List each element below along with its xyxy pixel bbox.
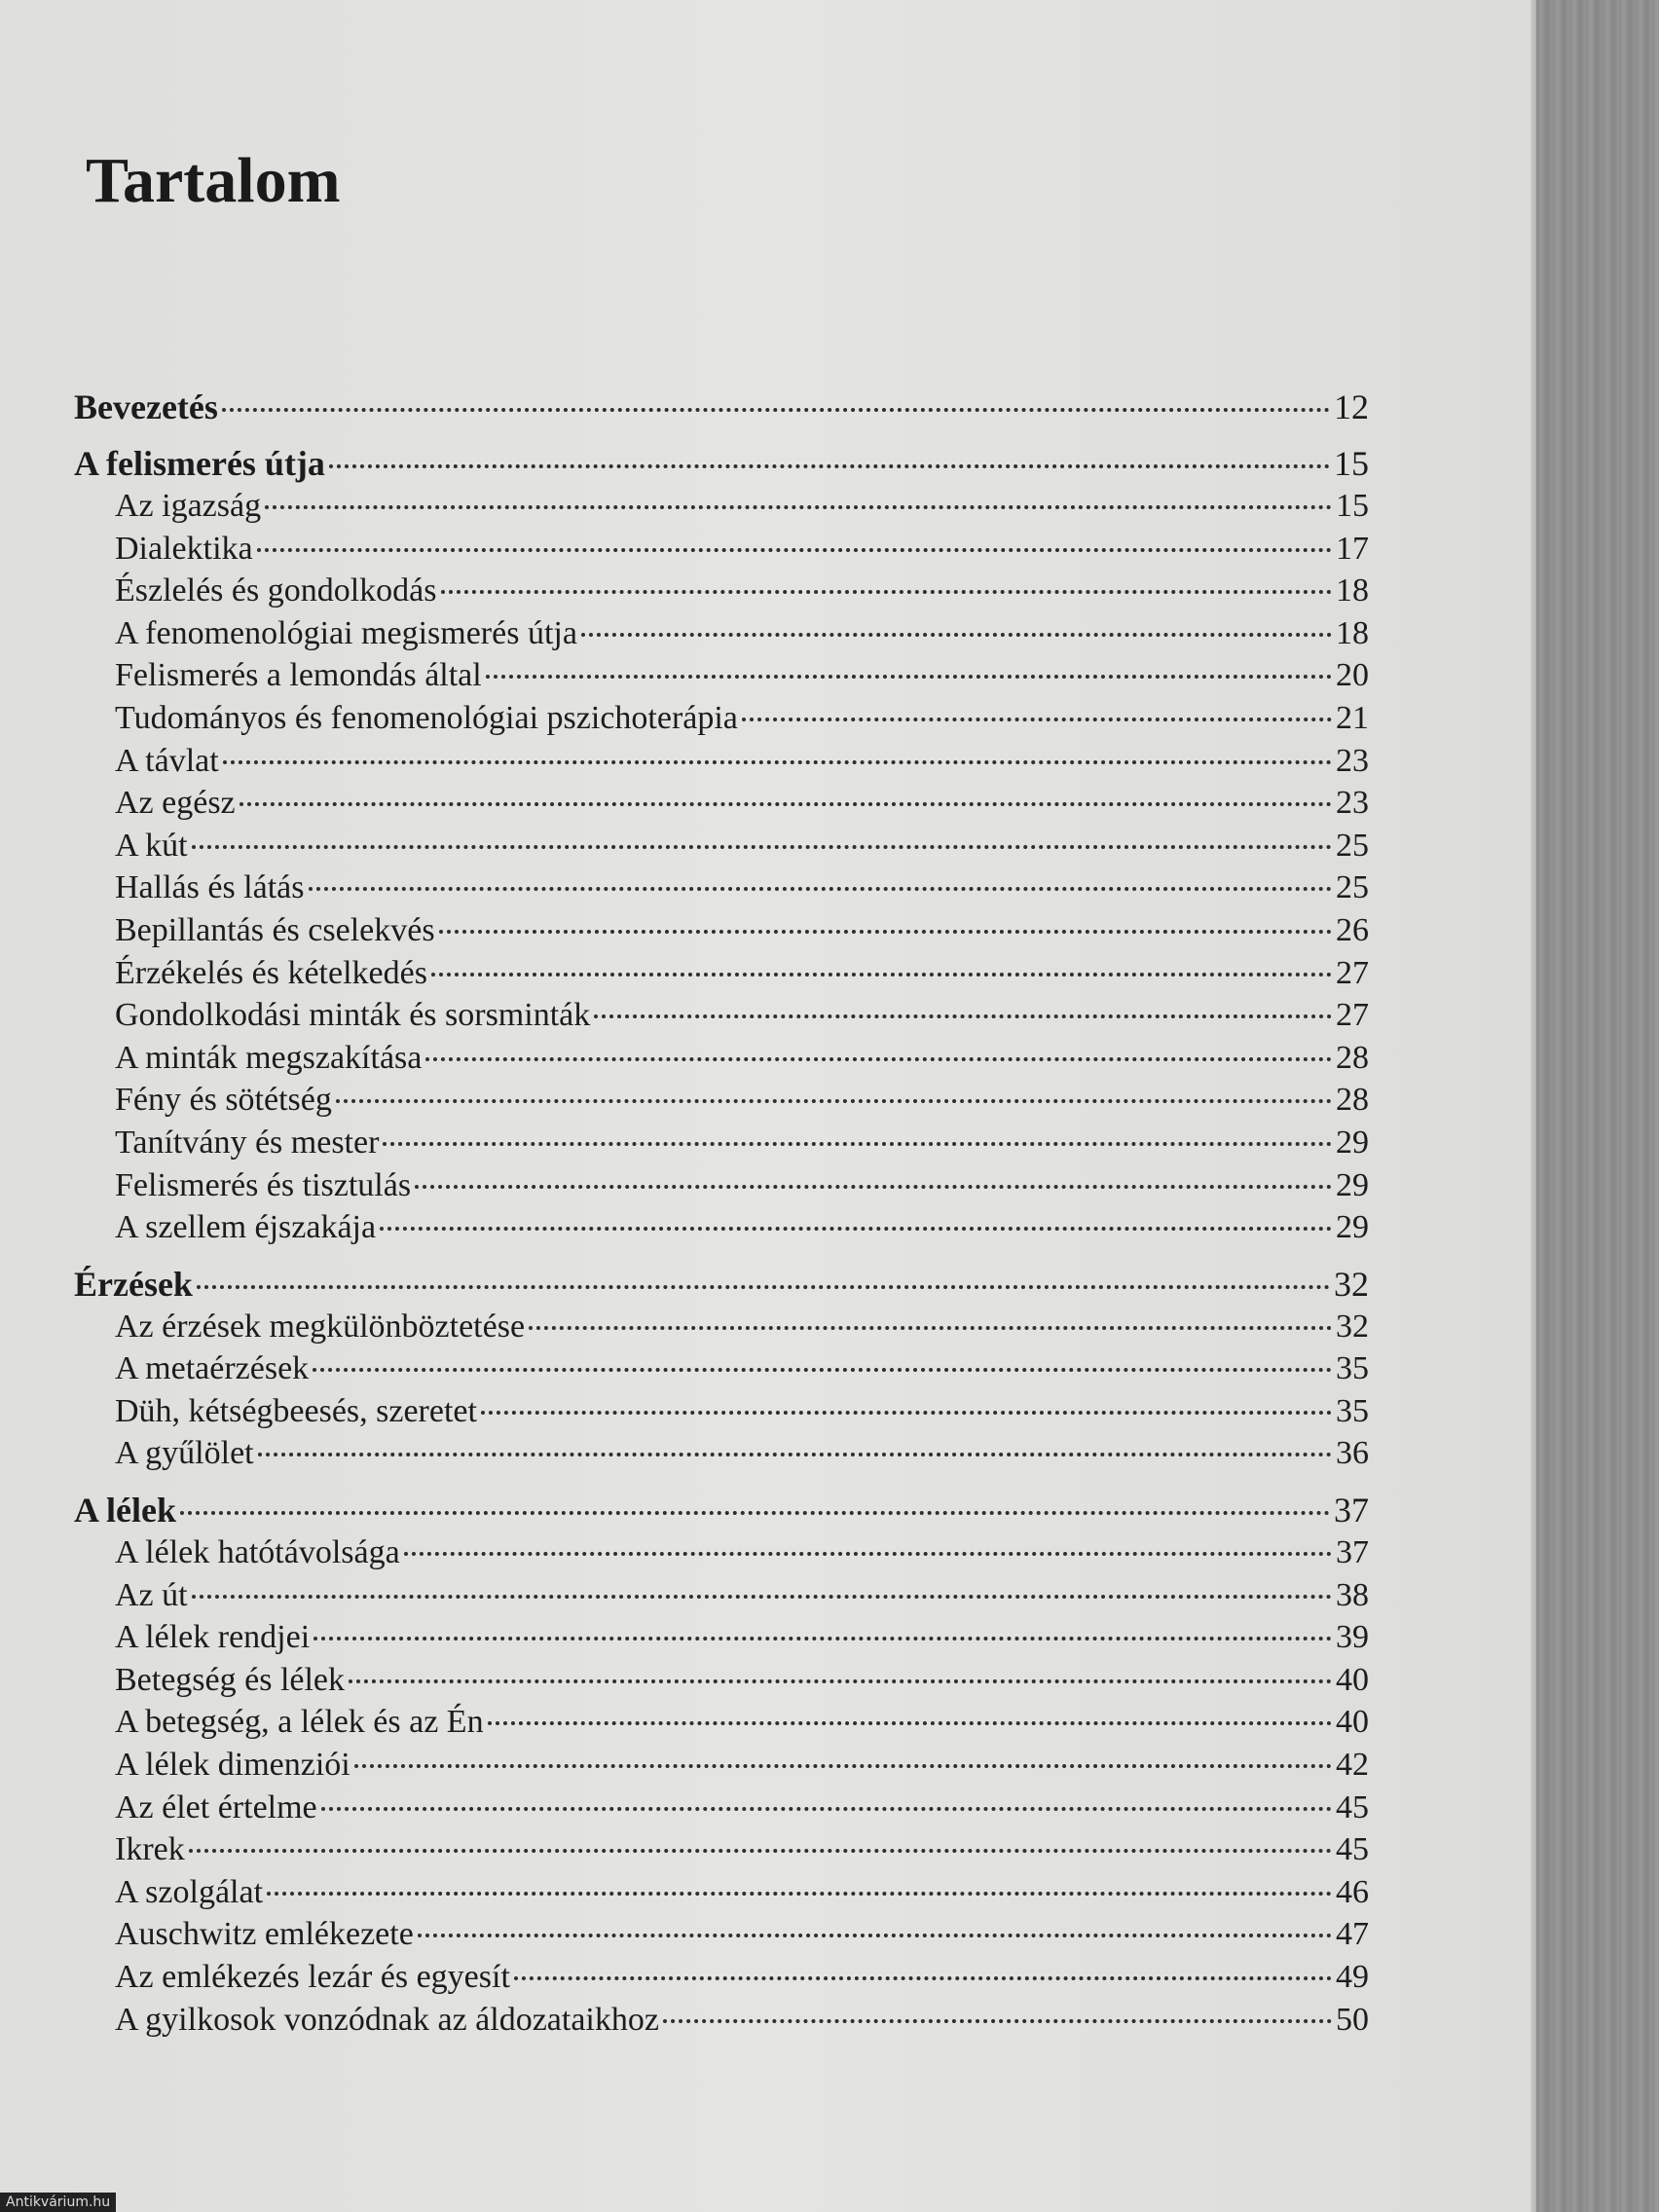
toc-entry-title: Az élet értelme — [115, 1788, 317, 1825]
toc-entry — [74, 1122, 1369, 1164]
dot-leader — [197, 1285, 1330, 1289]
toc-entry — [74, 1787, 1369, 1829]
toc-page-number: 26 — [1336, 911, 1369, 948]
dot-leader — [257, 548, 1332, 552]
toc-entry — [74, 1999, 1369, 2042]
toc-entry — [74, 528, 1369, 571]
dot-leader — [321, 1807, 1332, 1811]
dot-leader — [349, 1679, 1332, 1683]
toc-entry-title: Hallás és látás — [115, 869, 305, 906]
dot-leader — [380, 1227, 1332, 1231]
dot-leader — [383, 1142, 1332, 1146]
toc-section-title: Bevezetés — [74, 387, 218, 426]
toc-section — [74, 1489, 1369, 2041]
toc-entry-title: Tudományos és fenomenológiai pszichoterápia — [115, 699, 738, 736]
toc-entry — [74, 1079, 1369, 1122]
dot-leader — [192, 1595, 1332, 1599]
toc-page-number: 37 — [1334, 1491, 1369, 1530]
toc-section-heading — [74, 1489, 1369, 1531]
toc-section-title: A felismerés útja — [74, 444, 325, 483]
dot-leader — [425, 1057, 1332, 1061]
toc-entry — [74, 866, 1369, 909]
toc-entry-title: A távlat — [115, 742, 219, 779]
toc-page-number: 27 — [1336, 954, 1369, 991]
dot-leader — [418, 1934, 1332, 1937]
toc-entry-title: Az egész — [115, 785, 236, 822]
toc-section-title: Érzések — [74, 1264, 193, 1304]
toc-entry-title: Az út — [115, 1576, 188, 1613]
toc-entry-title: Auschwitz emlékezete — [115, 1916, 414, 1953]
toc-entry — [74, 1828, 1369, 1871]
toc-entry — [74, 1616, 1369, 1659]
toc-entry — [74, 697, 1369, 740]
toc-entry — [74, 1432, 1369, 1475]
toc-page-number: 25 — [1336, 827, 1369, 864]
dot-leader — [439, 930, 1332, 934]
dot-leader — [240, 802, 1332, 806]
toc-entry-title: A lélek hatótávolsága — [115, 1534, 400, 1571]
dot-leader — [415, 1185, 1332, 1189]
toc-entry-title: A lélek rendjei — [115, 1619, 311, 1656]
dot-leader — [488, 1721, 1332, 1725]
dot-leader — [594, 1014, 1332, 1018]
toc-entry-title: Fény és sötétség — [115, 1082, 332, 1119]
dot-leader — [313, 1368, 1332, 1372]
toc-entry-title: A szellem éjszakája — [115, 1209, 377, 1246]
toc-entry-title: Betegség és lélek — [115, 1661, 346, 1698]
toc-entry — [74, 1574, 1369, 1617]
toc-page-number: 42 — [1336, 1747, 1369, 1784]
toc-entry-title: Gondolkodási minták és sorsminták — [115, 997, 591, 1034]
toc-entry-title: Felismerés a lemondás által — [115, 657, 482, 694]
toc-entry-title: Érzékelés és kételkedés — [115, 954, 427, 991]
toc-page-number: 35 — [1336, 1350, 1369, 1387]
toc-entry — [74, 1347, 1369, 1390]
toc-page-number: 37 — [1336, 1534, 1369, 1571]
toc-entry — [74, 654, 1369, 697]
dot-leader — [529, 1326, 1332, 1330]
toc-entry — [74, 1390, 1369, 1433]
toc-page-number: 40 — [1336, 1661, 1369, 1698]
toc-entry — [74, 1531, 1369, 1574]
toc-section-heading — [74, 442, 1369, 485]
page-title: Tartalom — [86, 145, 341, 216]
toc-entry — [74, 1744, 1369, 1787]
toc-page-number: 29 — [1336, 1209, 1369, 1246]
toc-section-heading — [74, 386, 1369, 428]
toc-page-number: 35 — [1336, 1392, 1369, 1429]
toc-entry — [74, 782, 1369, 825]
toc-page-number: 46 — [1336, 1873, 1369, 1910]
toc-page-number: 47 — [1336, 1916, 1369, 1953]
dot-leader — [441, 590, 1333, 594]
dot-leader — [336, 1099, 1332, 1103]
toc-page-number: 23 — [1336, 742, 1369, 779]
toc-entry-title: Bepillantás és cselekvés — [115, 911, 435, 948]
toc-page-number: 18 — [1336, 572, 1369, 609]
toc-page-number: 29 — [1336, 1166, 1369, 1203]
toc-page-number: 32 — [1334, 1264, 1369, 1304]
toc-page-number: 40 — [1336, 1704, 1369, 1741]
background-surface — [1536, 0, 1659, 2212]
dot-leader — [223, 760, 1332, 764]
toc-page-number: 15 — [1336, 488, 1369, 524]
toc-section — [74, 386, 1369, 428]
toc-page-number: 27 — [1336, 997, 1369, 1034]
dot-leader — [265, 505, 1332, 509]
toc-entry-title: A fenomenológiai megismerés útja — [115, 614, 577, 651]
toc-entry-title: Az igazság — [115, 488, 262, 524]
dot-leader — [180, 1511, 1330, 1515]
toc-entry — [74, 1913, 1369, 1956]
dot-leader — [404, 1552, 1332, 1556]
table-of-contents — [74, 386, 1369, 2054]
toc-page-number: 45 — [1336, 1788, 1369, 1825]
toc-page-number: 25 — [1336, 869, 1369, 906]
dot-leader — [663, 2019, 1332, 2023]
toc-page-number: 38 — [1336, 1576, 1369, 1613]
dot-leader — [354, 1764, 1332, 1768]
dot-leader — [258, 1453, 1332, 1456]
toc-entry — [74, 952, 1369, 995]
dot-leader — [486, 675, 1332, 679]
toc-entry-title: A kút — [115, 827, 188, 864]
toc-page-number: 39 — [1336, 1619, 1369, 1656]
toc-entry-title: Tanítvány és mester — [115, 1124, 380, 1161]
toc-entry — [74, 1871, 1369, 1914]
dot-leader — [192, 845, 1332, 849]
toc-entry-title: Düh, kétségbeesés, szeretet — [115, 1392, 477, 1429]
toc-entry — [74, 1659, 1369, 1702]
toc-entry — [74, 994, 1369, 1037]
toc-page-number: 28 — [1336, 1082, 1369, 1119]
toc-entry-title: Az érzések megkülönböztetése — [115, 1308, 526, 1345]
toc-page-number: 23 — [1336, 785, 1369, 822]
toc-entry — [74, 1037, 1369, 1080]
toc-entry — [74, 1206, 1369, 1249]
toc-section-title: A lélek — [74, 1491, 176, 1530]
toc-section-heading — [74, 1263, 1369, 1306]
toc-page-number: 18 — [1336, 614, 1369, 651]
dot-leader — [581, 633, 1332, 637]
dot-leader — [481, 1411, 1332, 1415]
toc-entry — [74, 485, 1369, 528]
toc-page-number: 29 — [1336, 1124, 1369, 1161]
toc-page-number: 32 — [1336, 1308, 1369, 1345]
dot-leader — [189, 1849, 1332, 1853]
toc-page-number: 12 — [1334, 387, 1369, 426]
toc-entry-title: Ikrek — [115, 1831, 185, 1868]
toc-entry-title: Dialektika — [115, 530, 253, 567]
toc-entry-title: A szolgálat — [115, 1873, 264, 1910]
toc-entry-title: A gyűlölet — [115, 1435, 254, 1472]
toc-page-number: 49 — [1336, 1959, 1369, 1995]
dot-leader — [309, 887, 1333, 891]
toc-entry — [74, 570, 1369, 612]
toc-entry-title: A lélek dimenziói — [115, 1747, 350, 1784]
toc-page-number: 15 — [1334, 444, 1369, 483]
dot-leader — [329, 464, 1330, 468]
toc-section — [74, 1263, 1369, 1475]
toc-page-number: 36 — [1336, 1435, 1369, 1472]
toc-page-number: 21 — [1336, 699, 1369, 736]
toc-entry-title: Észlelés és gondolkodás — [115, 572, 437, 609]
toc-entry-title: A metaérzések — [115, 1350, 310, 1387]
toc-entry — [74, 1956, 1369, 1999]
toc-entry — [74, 825, 1369, 867]
toc-page-number: 50 — [1336, 2001, 1369, 2038]
toc-page-number: 20 — [1336, 657, 1369, 694]
toc-entry — [74, 909, 1369, 952]
dot-leader — [222, 408, 1330, 412]
toc-section — [74, 442, 1369, 1249]
toc-entry-title: A minták megszakítása — [115, 1039, 423, 1076]
toc-entry-title: Felismerés és tisztulás — [115, 1166, 412, 1203]
dot-leader — [742, 718, 1332, 721]
toc-page-number: 45 — [1336, 1831, 1369, 1868]
toc-entry — [74, 1164, 1369, 1207]
toc-entry — [74, 612, 1369, 655]
toc-entry-title: Az emlékezés lezár és egyesít — [115, 1959, 510, 1995]
dot-leader — [267, 1892, 1332, 1896]
toc-entry — [74, 740, 1369, 783]
toc-page-number: 28 — [1336, 1039, 1369, 1076]
dot-leader — [313, 1637, 1332, 1641]
toc-entry — [74, 1306, 1369, 1348]
toc-entry-title: A betegség, a lélek és az Én — [115, 1704, 484, 1741]
toc-entry-title: A gyilkosok vonzódnak az áldozataikhoz — [115, 2001, 659, 2038]
toc-entry — [74, 1701, 1369, 1744]
toc-page-number: 17 — [1336, 530, 1369, 567]
dot-leader — [431, 973, 1332, 977]
dot-leader — [514, 1976, 1332, 1980]
watermark: Antikvárium.hu — [0, 2193, 116, 2212]
